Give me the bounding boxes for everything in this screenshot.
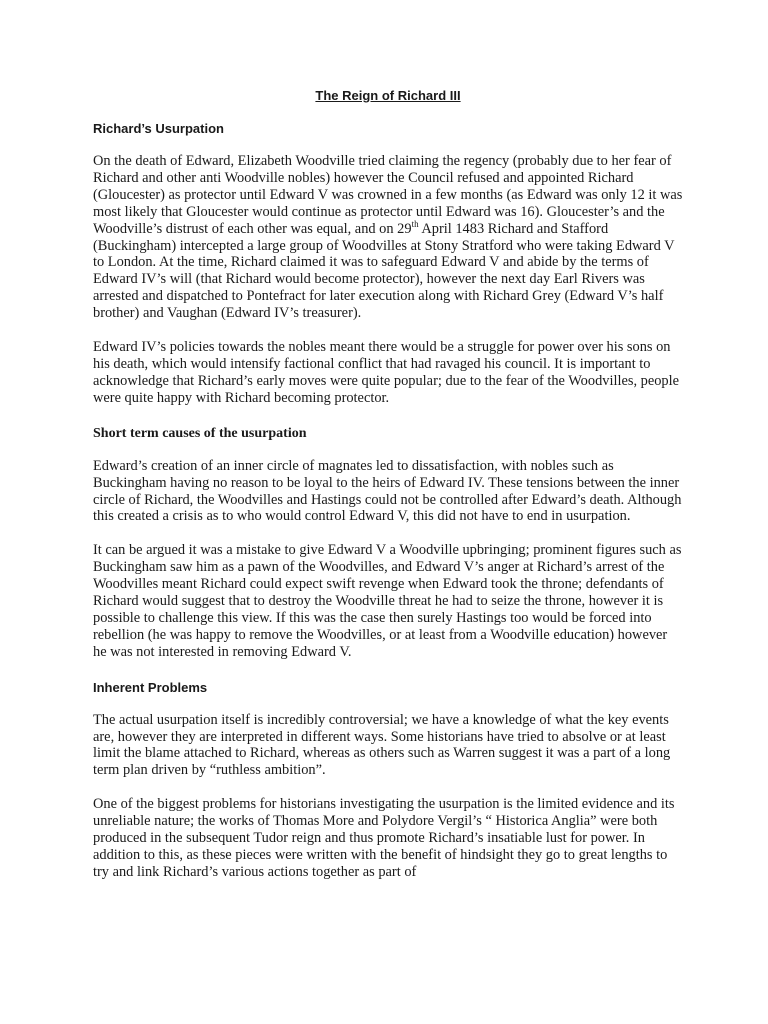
section-heading-usurpation: Richard’s Usurpation <box>93 121 224 136</box>
paragraph: One of the biggest problems for historians investigating the usurpation is the limited evidence and its unreliable nature; the works of Thomas More and Polydore Vergil’s “ Historica Anglia” were both produced in the subsequent Tudor reign and thus promote Richard’s insatiable lust for power. In addition to this, as these pieces were written with the benefit of hindsight they go to great lengths to try and link Richard’s various actions together as part of <box>93 796 675 880</box>
document-title: The Reign of Richard III <box>315 88 461 103</box>
paragraph <box>93 153 683 322</box>
document-page <box>93 86 683 898</box>
paragraph: The actual usurpation itself is incredibly controversial; we have a knowledge of what the key events are, however they are interpreted in different ways. Some historians have tried to absolve or at least limit the blame attached to Richard, whereas as others such as Warren suggest it was a part of a long term plan driven by “ruthless ambition”. <box>93 711 671 779</box>
paragraph: Edward IV’s policies towards the nobles meant there would be a struggle for power over his sons on his death, which would intensify factional conflict that had ravaged his council. It is important to acknowledge that Richard’s early moves were quite popular; due to the fear of the Woodvilles, people were quite happy with Richard becoming protector. <box>93 339 680 406</box>
section-heading-short-term-causes: Short term causes of the usurpation <box>93 425 307 441</box>
paragraph-text: On the death of Edward, Elizabeth Woodville tried claiming the regency (probably due to her fear of Richard and other anti Woodville nobles) however the Council refused and appointed Richard (Gloucester) as protector until Edward V was crowned in a few months (as Edward was only 12 it was most likely that Gloucester would continue as protector until Edward was 16). Gloucester’s and the Woodville’s distrust of each other was equal, and on 29 <box>93 153 683 237</box>
superscript-text: th <box>411 218 419 229</box>
paragraph: It can be argued it was a mistake to give Edward V a Woodville upbringing; prominent figures such as Buckingham saw him as a pawn of the Woodvilles, and Edward V’s anger at Richard’s arrest of the Woodvilles meant Richard could expect swift revenge when Edward took the throne; defendants of Richard would suggest that to destroy the Woodville threat he had to seize the throne, however it is possible to challenge this view. If this was the case then surely Hastings too would be forced into rebellion (he was happy to remove the Woodvilles, or at least from a Woodville education) however he was not interested in removing Edward V. <box>93 542 682 660</box>
paragraph: Edward’s creation of an inner circle of magnates led to dissatisfaction, with nobles such as Buckingham having no reason to be loyal to the heirs of Edward IV. These tensions between the inner circle of Richard, the Woodvilles and Hastings could not be controlled after Edward’s death. Although this created a crisis as to who would control Edward V, this did not have to end in usurpation. <box>93 457 682 525</box>
section-heading-inherent-problems: Inherent Problems <box>93 679 208 695</box>
paragraph-text: April 1483 Richard and Stafford (Buckingham) intercepted a large group of Woodvilles at Stony Stratford who were taking Edward V to London. At the time, Richard claimed it was to safeguard Edward V and abide by the terms of Edward IV’s will (that Richard would become protector), however the next day Earl Rivers was arrested and dispatched to Pontefract for later execution along with Richard Grey (Edward V’s half brother) and Vaughan (Edward IV’s treasurer). <box>93 220 675 322</box>
